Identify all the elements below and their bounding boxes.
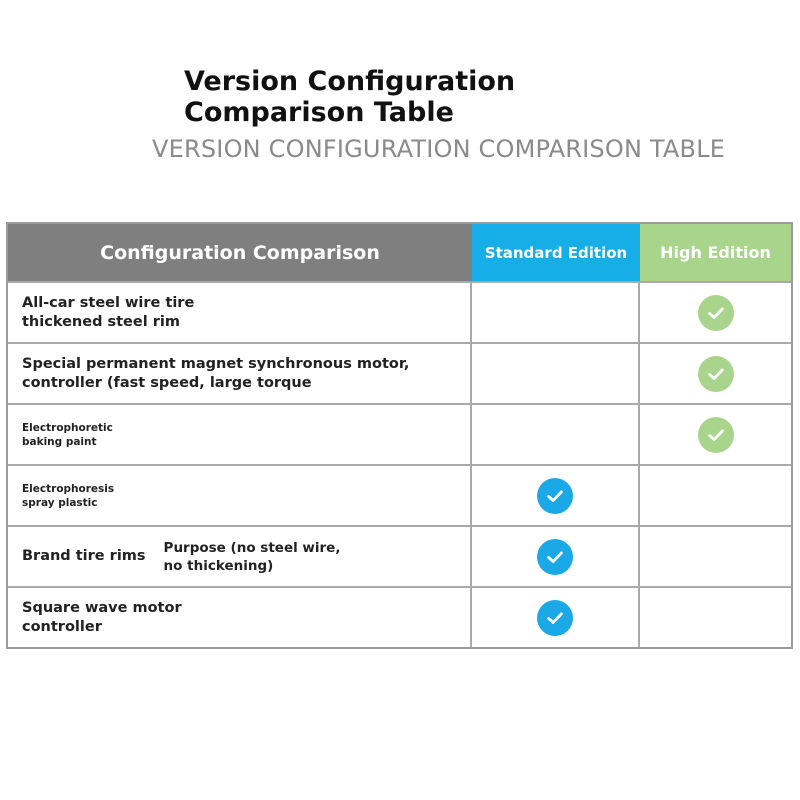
standard-cell — [472, 466, 640, 525]
checkmark-circle-icon — [537, 539, 573, 575]
table-header-row — [8, 224, 791, 281]
standard-cell — [472, 527, 640, 586]
feature-line: spray plastic — [22, 496, 98, 509]
feature-cell — [8, 405, 472, 464]
standard-cell — [472, 344, 640, 403]
feature-line: Square wave motor — [22, 599, 182, 616]
header-high-edition: High Edition — [640, 224, 791, 281]
standard-cell — [472, 588, 640, 647]
comparison-table — [6, 222, 793, 649]
feature-line: controller (fast speed, large torque — [22, 374, 312, 391]
checkmark-circle-icon — [537, 600, 573, 636]
feature-line: thickened steel rim — [22, 313, 180, 330]
checkmark-circle-icon — [698, 417, 734, 453]
header-feature: Configuration Comparison — [8, 224, 472, 281]
high-cell — [640, 405, 791, 464]
high-cell — [640, 344, 791, 403]
feature-cell — [8, 466, 472, 525]
feature-line: All-car steel wire tire — [22, 294, 195, 311]
high-cell — [640, 283, 791, 342]
standard-cell — [472, 405, 640, 464]
high-cell — [640, 527, 791, 586]
feature-line: controller — [22, 618, 102, 635]
page-subtitle: VERSION CONFIGURATION COMPARISON TABLE — [152, 135, 726, 163]
checkmark-circle-icon — [537, 478, 573, 514]
feature-note-line: no thickening) — [163, 557, 274, 574]
feature-line: Electrophoresis — [22, 482, 115, 495]
feature-cell — [8, 344, 472, 403]
checkmark-circle-icon — [698, 356, 734, 392]
page-title: Version Configuration Comparison Table — [184, 66, 516, 128]
feature-label: Brand tire rims — [22, 548, 146, 564]
table-row — [8, 525, 791, 586]
high-cell — [640, 588, 791, 647]
table-row — [8, 281, 791, 342]
feature-cell — [8, 283, 472, 342]
feature-cell — [8, 588, 472, 647]
feature-cell — [8, 527, 472, 586]
standard-cell — [472, 283, 640, 342]
high-cell — [640, 466, 791, 525]
checkmark-circle-icon — [698, 295, 734, 331]
header-standard-edition: Standard Edition — [472, 224, 640, 281]
feature-line: Electrophoretic — [22, 421, 113, 434]
feature-line: baking paint — [22, 435, 97, 448]
table-row — [8, 403, 791, 464]
feature-line: Special permanent magnet synchronous motor, — [22, 355, 410, 372]
table-row — [8, 586, 791, 647]
table-row — [8, 342, 791, 403]
feature-note-line: Purpose (no steel wire, — [163, 539, 341, 556]
table-row — [8, 464, 791, 525]
